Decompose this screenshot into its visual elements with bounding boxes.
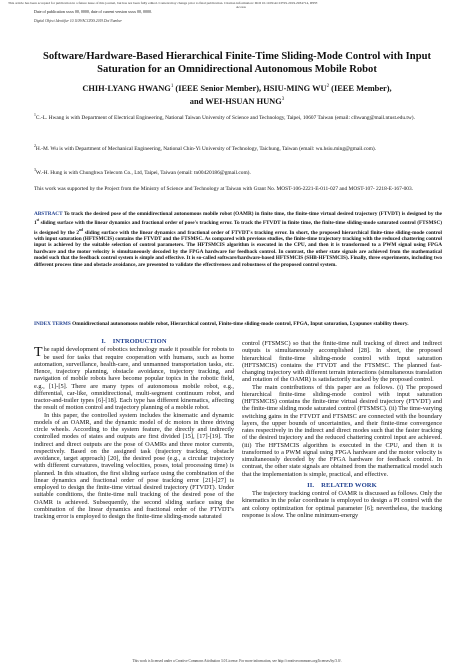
- author-3-prefix: and: [189, 96, 206, 106]
- affiliation-2: [34, 143, 442, 152]
- index-terms-text: Omnidirectional autonomous mobile robot, Hierarchical control, Finite-time sliding-mode control, FPGA, Input saturation, Lyapunov stability theory.: [70, 321, 409, 327]
- index-terms: [34, 321, 442, 327]
- journal-notice-text: This article has been accepted for publication in a future issue of this journal, but has not been fully edited. Content may change prior to final publication. Citation information: DOI 10.1109/ACCESS.2019.2934714, IEEE: [8, 1, 318, 5]
- author-1-name: CHIH-LYANG HWANG: [82, 83, 171, 93]
- affiliation-1: [34, 112, 442, 121]
- publication-date-line: Date of publication xxxx 00, 0000, date of current version xxxx 00, 0000.: [34, 9, 152, 14]
- intro-paragraph-3: control (FTSMSC) so that the finite-time null tracking of direct and indirect outputs is simultaneously accomplished [28]. In short, the proposed hierarchical finite-time sliding-mode control with input saturation (HFTSMCIS) contains the FTVDT and the FTSMSC. The planned fast-changing trajectory with different terrain interactions (simultaneous translation and rotation of the OAMR) is satisfactorily tracked by the proposed control.: [242, 340, 442, 384]
- abstract-part-1: To track the desired pose of the omnidirectional autonomous mobile robot (OAMR) in finite time, the finite-time virtual desired trajectory (FTVDT) is designed by the 1: [34, 211, 442, 227]
- author-1-sup: 1: [170, 84, 174, 89]
- journal-notice: [8, 1, 466, 10]
- section-heading-related-work: II. RELATED WORK: [307, 481, 377, 489]
- author-3-sup: 3: [281, 96, 285, 102]
- journal-access-label: Access: [236, 5, 246, 10]
- author-2-sup: 2: [326, 84, 330, 89]
- right-column: [242, 340, 442, 519]
- section-heading-introduction: I. INTRODUCTION: [101, 338, 167, 345]
- intro-paragraph-4: The main contributions of this paper are as follows. (i) The proposed hierarchical finite-time sliding-mode control with input saturation (HFTSMCIS) contains the finite-time virtual desired trajectory (FTVDT) and the finite-time sliding mode saturated control (FTSMSC). (ii) The time-varying switching gains in the FTVDT and FTSMSC are connected with the boundary layers, the upper bounds of uncertainties, and their finite-time convergence rates respectively in the indirect and direct modes such that the faster tracking of the desired trajectory and the reduced chattering control input are achieved. (iii) The HFTSMCIS algorithm is executed in the CPU, and then it is transformed to a PWM signal using FPGA hardware and the motor velocity is simultaneously decoded by the FPGA hardware for feedback control. In contrast, the other state signals are obtained from the mathematical model such that the implementation is simple, practical, and effective.: [242, 383, 442, 478]
- paper-title: Software/Hardware-Based Hierarchical Finite-Time Sliding-Mode Control with Input Saturation for an Omnidirectional Autonomous Mobile Robot: [42, 51, 432, 75]
- affiliation-1-text: C.-L. Hwang is with Department of Electrical Engineering, National Taiwan University of Science and Technology, Taipei, 10607 Taiwan (email: clhwang@mail.ntust.edu.tw).: [35, 114, 415, 121]
- affiliation-1-sup: 1: [34, 113, 36, 117]
- related-work-paragraph-1: The trajectory tracking control of OAMR is discussed as follows. Only the kinematics in the polar coordinate is employed to design a PI control with the ant colony optimization for optimal parameter [6]; nevertheless, the tracking response is slow. The online minimum-energy: [242, 490, 442, 519]
- license-footer: This work is licensed under a Creative Commons Attribution 3.0 License. For more information, see http://creativecommons.org/licenses/by/3.0/.: [132, 659, 342, 663]
- author-list: [20, 81, 454, 107]
- abstract-sup-2: nd: [79, 227, 84, 232]
- author-2-role: (IEEE Member),: [329, 83, 392, 93]
- abstract-sup-1: st: [36, 218, 40, 223]
- drop-cap: T: [34, 345, 43, 361]
- abstract-label: ABSTRACT: [34, 211, 63, 217]
- affiliation-2-text: H.-M. Wu is with Department of Mechanical Engineering, National Chin-Yi University of Technology, Taichung, Taiwan (email: wu.hsiu.ming@gmail.com).: [35, 145, 377, 152]
- abstract-part-2: sliding surface with the linear dynamics and fractional order of pose's tracking error. To track the FTVDT in finite time, the finite-time sliding-mode saturated control (FTSMSC) is designed by the 2: [34, 220, 442, 236]
- intro-paragraph-2: In this paper, the controlled system includes the kinematic and dynamic models of an OAMR, and the dynamic model of dc motors in three driving circle wheels. According to the system feature, the directly and indirectly controlled modes of states and outputs are first divided [15], [17]-[19]. The indirect and direct outputs are the pose of OAMRs and three motor currents, respectively. Based on the assigned task (trajectory tracking, obstacle avoidance, target approach) [20], the desired pose (e.g., a circular trajectory with different curvatures, traveling velocities, poses, total processing time) is planned. In this situation, the first sliding surface using the combination of the linear dynamics and fractional order of pose tracking error [21]-[27] is employed to design the finite-time virtual desired trajectory (FTVDT). Under suitable conditions, the finite-time null tracking of the desired pose of the OAMR is achieved. Subsequently, the second sliding surface using the combination of the linear dynamics and fractional order of the FTVDT's tracking error is employed to design the finite-time sliding-mode saturated: [34, 411, 234, 520]
- intro-paragraph-1-text: he rapid development of robotics technology made it possible for robots to be used for tasks that require cooperation with humans, such as home automation, surveillance, health-care, and unmanned transportation tasks, etc. Hence, trajectory planning, obstacle avoidance, trajectory tracking, and navigation of mobile robots have become popular topics in the robotic field, e.g., [1]-[5]. There are many types of autonomous mobile robot, e.g., differential, car-like, omnidirectional, multi-segment continuum robot, and tractor-and-trailer types [6]-[18]. Each type has different kinematics, affecting the result of motion control and trajectory planning of a mobile robot.: [34, 346, 234, 412]
- intro-paragraph-1: [34, 346, 234, 411]
- left-column: [34, 338, 234, 520]
- author-1-role: (IEEE Senior Member),: [173, 83, 264, 93]
- affiliation-3-text: W.-H. Hung is with Chunghwa Telecom Co., Ltd, Taipei, Taiwan (email: tn00420186@gmail.com).: [35, 169, 251, 176]
- funding-note: This work was supported by the Project from the Ministry of Science and Technology at Taiwan with Grant No. MOST-106-2221-E-011-027 and MOST-107- 2218-E-167-003.: [34, 186, 414, 192]
- abstract-part-3: sliding surface with the linear dynamics and fractional order of FTVDT's tracking error. In short, the proposed hierarchical finite-time sliding-mode control with input saturation (HFTSMCIS) contains the FTVDT and the FTSMSC. As compared with previous studies, the finite-time trajectory tracking with the reduced chattering control input is achieved by the suitable selection of control parameters. The HFTSMCIS algorithm is executed in the CPU, and then it is transformed to a PWM signal using FPGA hardware and the motor velocity is simultaneously decoded by the FPGA hardware for feedback control. In contrast, the other state signals are achieved from the mathematical model such that the feedback control system is simple and effective. It is so-called software/hardware-based HFTSMCIS (SHB-HFTSMCIS). Finally, three experiments, including two different process time and obstacle avoidance, are presented to validate the effectiveness and robustness of the proposed control system.: [34, 229, 442, 268]
- index-terms-label: INDEX TERMS: [34, 321, 71, 327]
- abstract: [34, 211, 442, 268]
- doi-line: Digital Object Identifier 10.1109/ACCESS.2019.Doi Number: [34, 19, 122, 23]
- affiliation-3: [34, 167, 442, 176]
- author-3-name: WEI-HSUAN HUNG: [205, 96, 282, 106]
- author-2-name: HSIU-MING WU: [263, 83, 327, 93]
- affiliation-2-sup: 2: [34, 144, 36, 148]
- affiliation-3-sup: 3: [34, 168, 36, 172]
